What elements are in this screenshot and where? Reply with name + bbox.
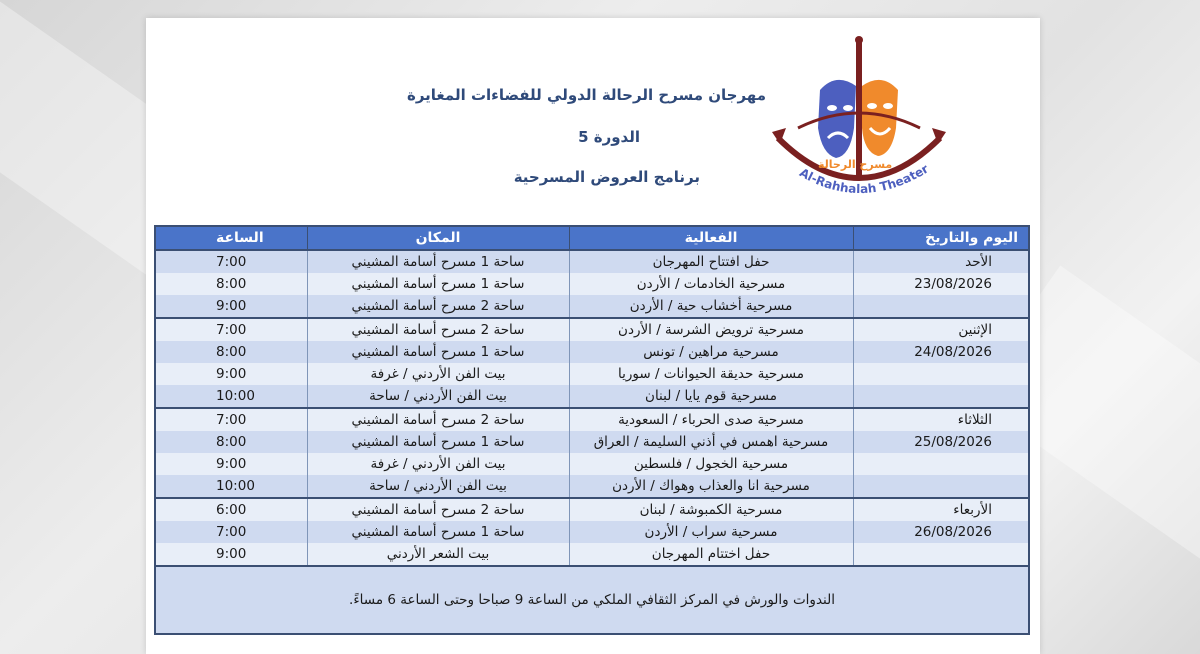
header-time: الساعة (155, 226, 307, 250)
table-row (155, 475, 1029, 498)
time-cell: 6:00 (155, 498, 307, 521)
logo-arabic-text: مسرح الرحالة (818, 158, 893, 171)
logo-english-text: Al-Rahhalah Theater (797, 161, 931, 197)
place-cell: بيت الفن الأردني / غرفة (307, 453, 569, 475)
place-cell: ساحة 2 مسرح أسامة المشيني (307, 408, 569, 431)
event-cell: مسرحية الكمبوشة / لبنان (569, 498, 853, 521)
event-cell: مسرحية أخشاب حية / الأردن (569, 295, 853, 318)
time-cell: 10:00 (155, 475, 307, 498)
festival-title: مهرجان مسرح الرحالة الدولي للفضاءات المغايرة (406, 86, 766, 104)
time-cell: 8:00 (155, 431, 307, 453)
time-cell: 9:00 (155, 453, 307, 475)
place-cell: ساحة 2 مسرح أسامة المشيني (307, 498, 569, 521)
day-cell: الأحد (853, 250, 1029, 273)
event-cell: مسرحية سراب / الأردن (569, 521, 853, 543)
place-cell: ساحة 1 مسرح أسامة المشيني (307, 273, 569, 295)
time-cell: 7:00 (155, 521, 307, 543)
schedule-table (154, 225, 1030, 635)
day-cell (853, 385, 1029, 408)
day-cell: 24/08/2026 (853, 341, 1029, 363)
event-cell: مسرحية الخادمات / الأردن (569, 273, 853, 295)
place-cell: بيت الفن الأردني / ساحة (307, 385, 569, 408)
event-cell: مسرحية حديقة الحيوانات / سوريا (569, 363, 853, 385)
day-cell: الأربعاء (853, 498, 1029, 521)
table-row (155, 273, 1029, 295)
table-row (155, 250, 1029, 273)
table-row (155, 543, 1029, 566)
day-cell: 23/08/2026 (853, 273, 1029, 295)
event-cell: مسرحية اهمس في أذني السليمة / العراق (569, 431, 853, 453)
footer-row (155, 566, 1029, 634)
footer-note: الندوات والورش في المركز الثقافي الملكي من الساعة 9 صباحا وحتى الساعة 6 مساءً. (155, 566, 1029, 634)
time-cell: 7:00 (155, 250, 307, 273)
place-cell: بيت الفن الأردني / ساحة (307, 475, 569, 498)
event-cell: مسرحية مراهين / تونس (569, 341, 853, 363)
header-place: المكان (307, 226, 569, 250)
day-cell: 25/08/2026 (853, 431, 1029, 453)
day-cell (853, 543, 1029, 566)
day-cell (853, 453, 1029, 475)
table-row (155, 385, 1029, 408)
time-cell: 8:00 (155, 341, 307, 363)
program-title: برنامج العروض المسرحية (513, 168, 700, 186)
table-row (155, 521, 1029, 543)
header-day-date: اليوم والتاريخ (853, 226, 1029, 250)
place-cell: ساحة 1 مسرح أسامة المشيني (307, 341, 569, 363)
edition-label: الدورة 5 (578, 128, 640, 146)
table-row (155, 341, 1029, 363)
event-cell: حفل افتتاح المهرجان (569, 250, 853, 273)
day-cell (853, 475, 1029, 498)
time-cell: 7:00 (155, 318, 307, 341)
table-row (155, 363, 1029, 385)
event-cell: حفل اختتام المهرجان (569, 543, 853, 566)
table-header-row (155, 226, 1029, 250)
event-cell: مسرحية انا والعذاب وهواك / الأردن (569, 475, 853, 498)
time-cell: 10:00 (155, 385, 307, 408)
table-row (155, 318, 1029, 341)
document-header (146, 18, 1040, 228)
event-cell: مسرحية ترويض الشرسة / الأردن (569, 318, 853, 341)
place-cell: بيت الفن الأردني / غرفة (307, 363, 569, 385)
event-cell: مسرحية الخجول / فلسطين (569, 453, 853, 475)
time-cell: 9:00 (155, 363, 307, 385)
header-event: الفعالية (569, 226, 853, 250)
day-cell: الثلاثاء (853, 408, 1029, 431)
place-cell: بيت الشعر الأردني (307, 543, 569, 566)
day-cell (853, 363, 1029, 385)
place-cell: ساحة 2 مسرح أسامة المشيني (307, 318, 569, 341)
table-row (155, 453, 1029, 475)
day-cell: الإثنين (853, 318, 1029, 341)
time-cell: 7:00 (155, 408, 307, 431)
time-cell: 9:00 (155, 543, 307, 566)
schedule-body (155, 250, 1029, 634)
place-cell: ساحة 2 مسرح أسامة المشيني (307, 295, 569, 318)
event-cell: مسرحية صدى الحرباء / السعودية (569, 408, 853, 431)
table-row (155, 295, 1029, 318)
place-cell: ساحة 1 مسرح أسامة المشيني (307, 431, 569, 453)
time-cell: 8:00 (155, 273, 307, 295)
theater-logo-icon (758, 28, 968, 208)
place-cell: ساحة 1 مسرح أسامة المشيني (307, 521, 569, 543)
theater-logo (758, 28, 968, 208)
day-cell: 26/08/2026 (853, 521, 1029, 543)
event-cell: مسرحية قوم يايا / لبنان (569, 385, 853, 408)
table-row (155, 408, 1029, 431)
place-cell: ساحة 1 مسرح أسامة المشيني (307, 250, 569, 273)
document-page (146, 18, 1040, 654)
table-row (155, 498, 1029, 521)
time-cell: 9:00 (155, 295, 307, 318)
day-cell (853, 295, 1029, 318)
table-row (155, 431, 1029, 453)
